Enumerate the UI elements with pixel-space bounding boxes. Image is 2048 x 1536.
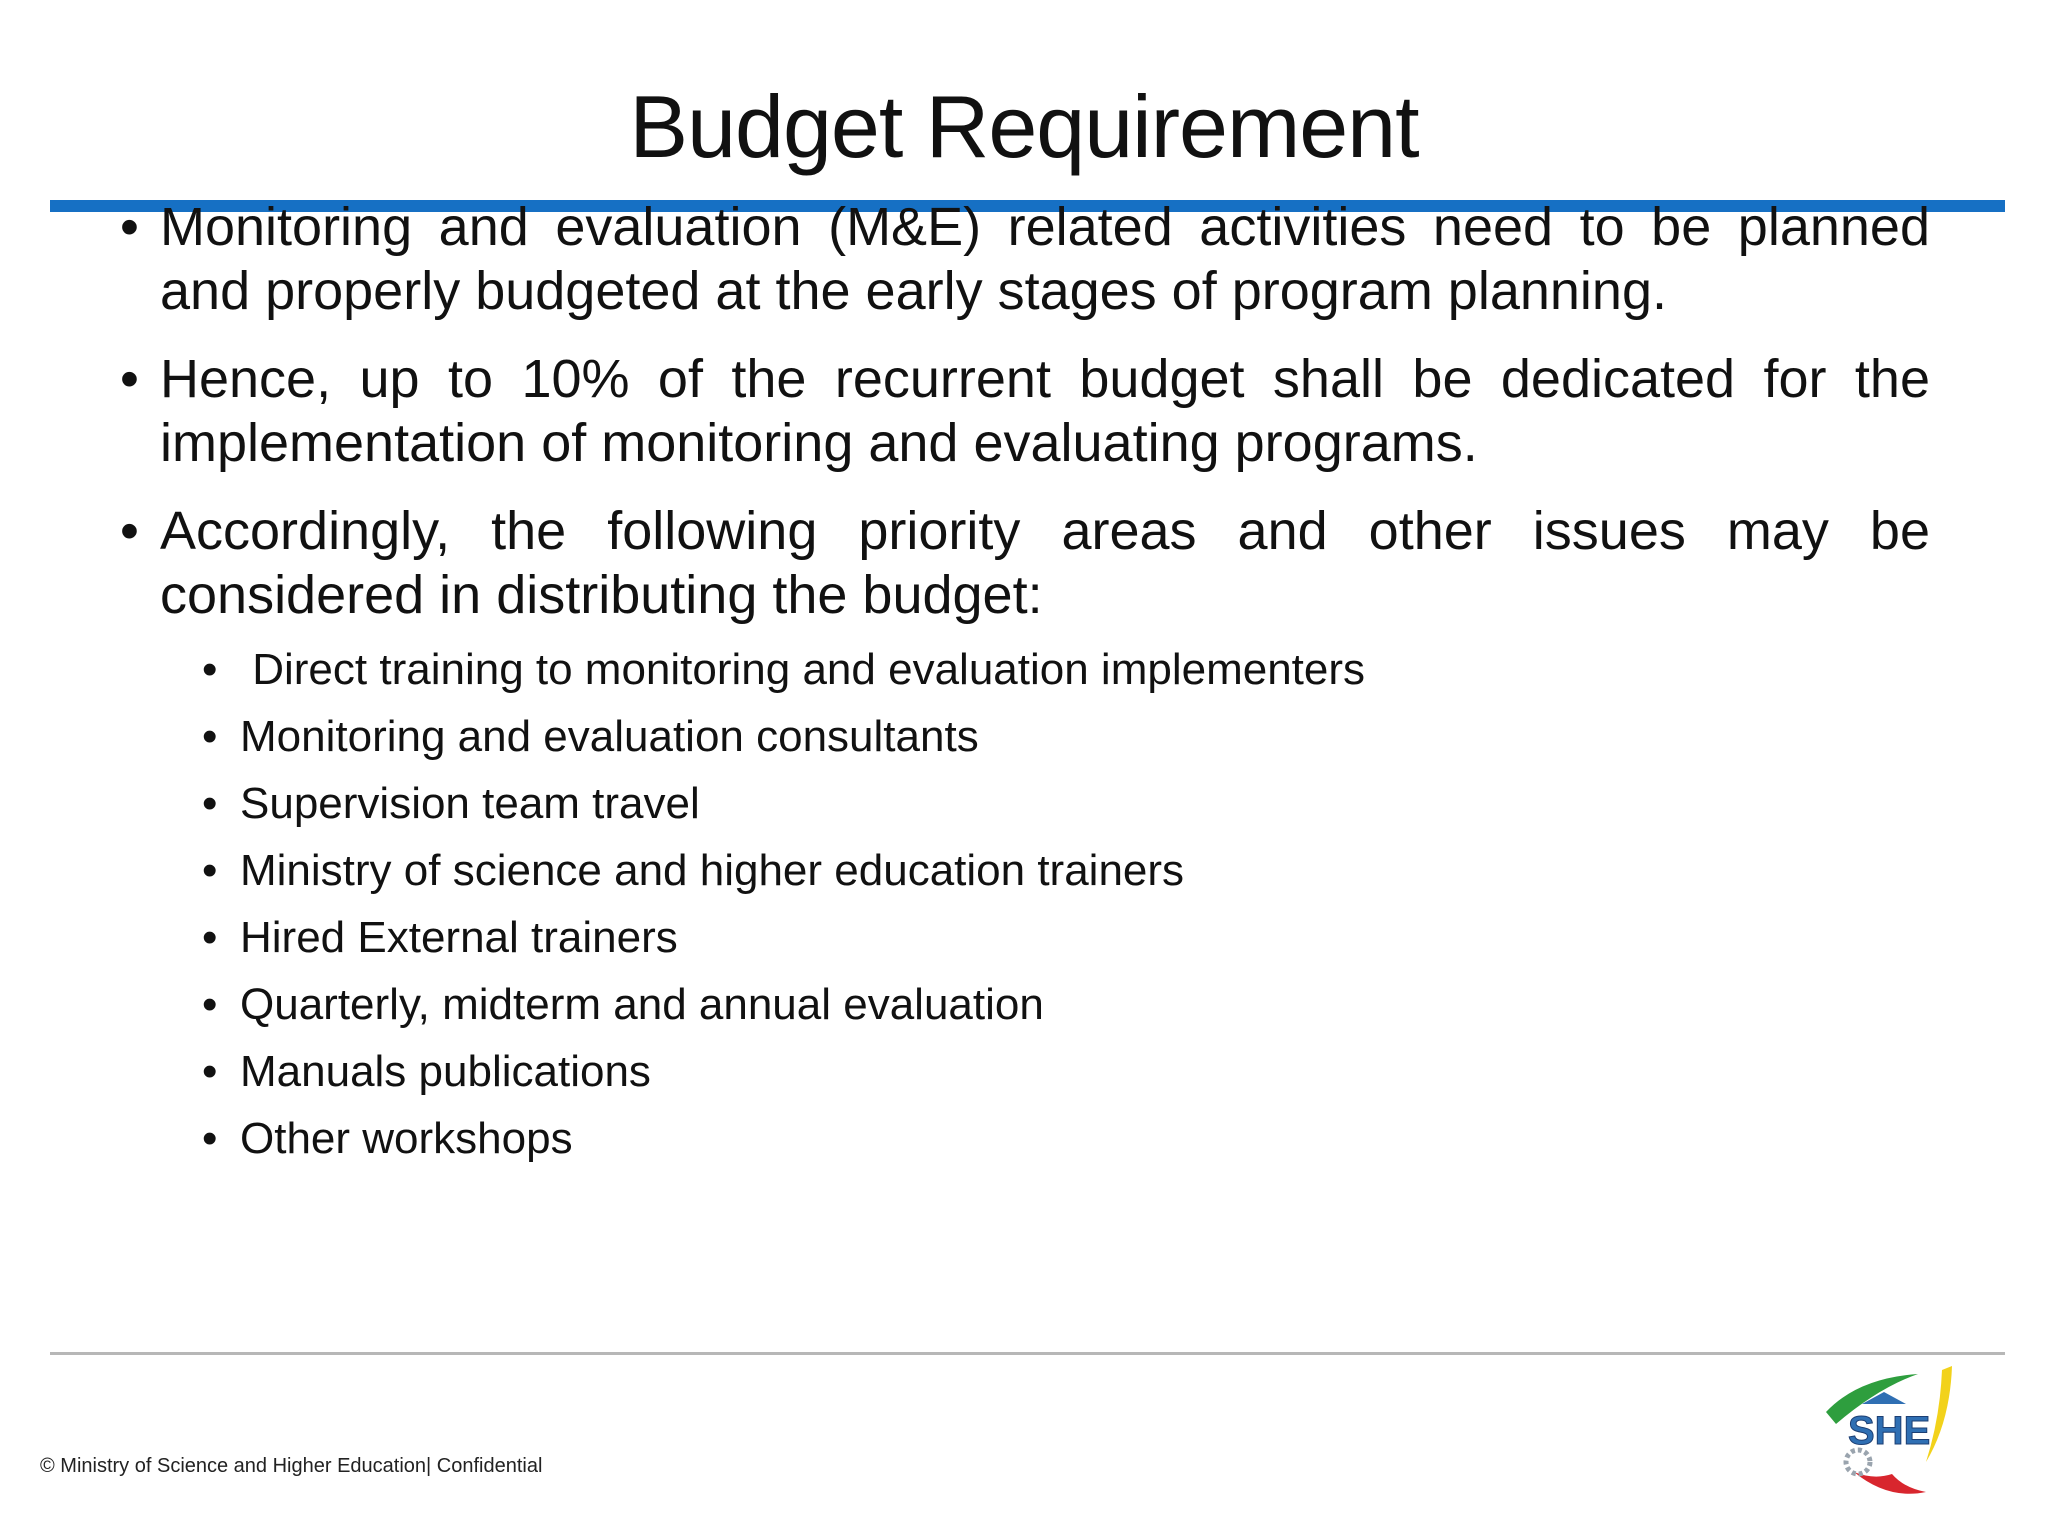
moshe-logo-icon bbox=[1818, 1362, 1968, 1502]
logo-red-arc bbox=[1854, 1472, 1926, 1494]
bullet-item: • Hence, up to 10% of the recurrent budget shall be dedicated for the implementation of monitoring and evaluating programs. bbox=[160, 347, 1930, 475]
bullet-item: • Monitoring and evaluation (M&E) related activities need to be planned and properly budgeted at the early stages of program planning. bbox=[160, 195, 1930, 323]
logo-gear bbox=[1846, 1450, 1870, 1474]
sub-bullet-item: • Ministry of science and higher education trainers bbox=[240, 837, 1740, 904]
sub-bullet-item: • Supervision team travel bbox=[240, 770, 1740, 837]
logo-text: SHE bbox=[1848, 1409, 1931, 1453]
footer-copyright: © Ministry of Science and Higher Education| Confidential bbox=[40, 1455, 543, 1477]
sub-bullet-item: • Other workshops bbox=[240, 1105, 1740, 1172]
sub-bullet-item: • Manuals publications bbox=[240, 1038, 1740, 1105]
footer-divider bbox=[50, 1352, 2005, 1355]
sub-bullet-item: • Direct training to monitoring and evaluation implementers bbox=[240, 636, 1740, 703]
sub-bullet-list bbox=[240, 636, 1740, 1172]
bullet-item: • Accordingly, the following priority areas and other issues may be considered in distributing the budget: bbox=[160, 499, 1930, 627]
sub-bullet-item: • Hired External trainers bbox=[240, 904, 1740, 971]
main-bullet-list bbox=[160, 195, 1930, 651]
slide-title: Budget Requirement bbox=[629, 77, 1419, 176]
sub-bullet-item: • Quarterly, midterm and annual evaluation bbox=[240, 971, 1740, 1038]
sub-bullet-item: • Monitoring and evaluation consultants bbox=[240, 703, 1740, 770]
